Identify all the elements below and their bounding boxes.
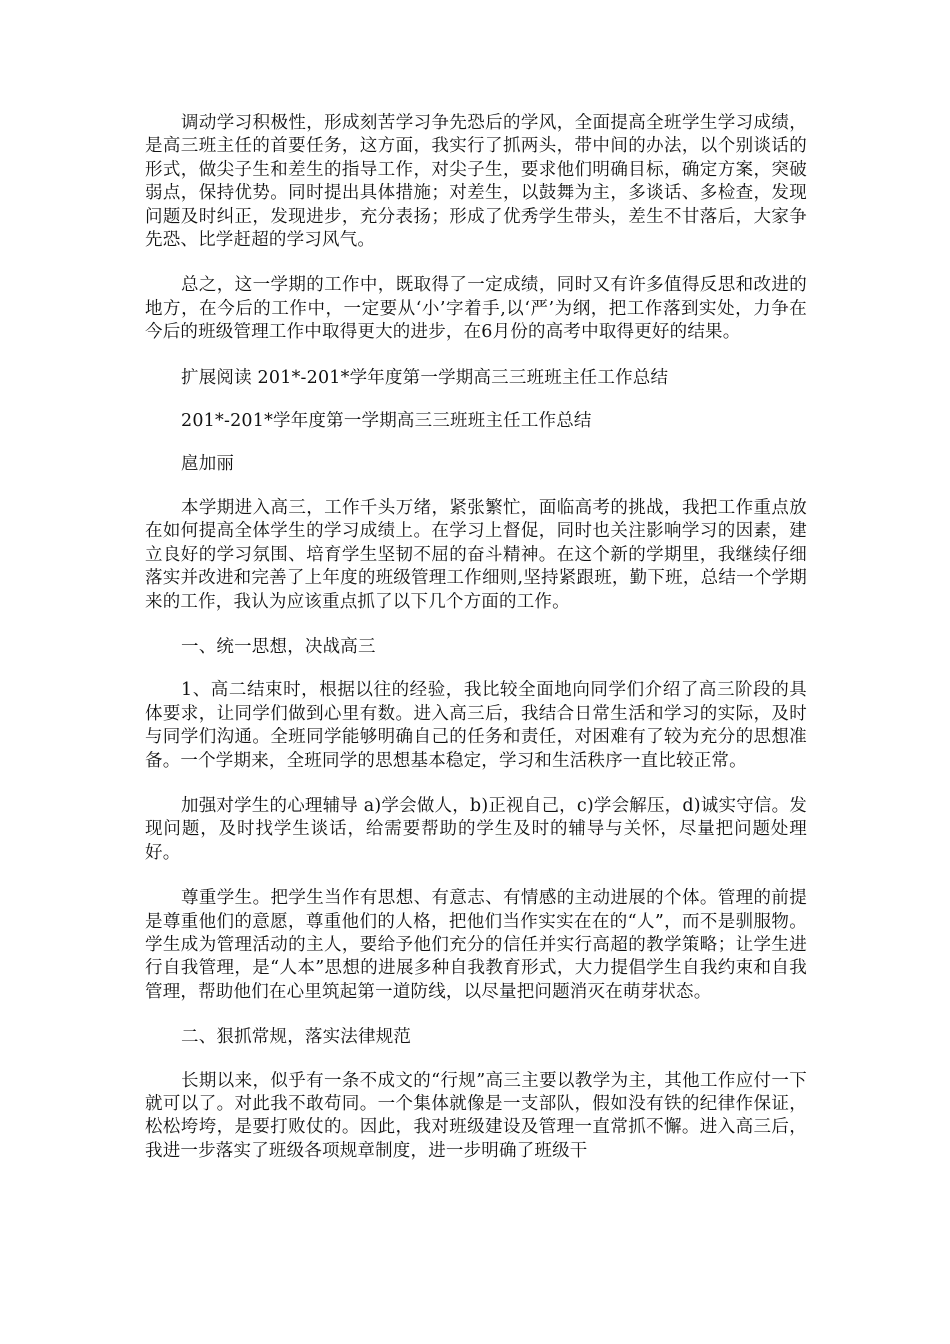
paragraph-study-motivation: 调动学习积极性，形成刻苦学习争先恐后的学风，全面提高全班学生学习成绩，是高三班主任的首要任务，这方面，我实行了抓两头，带中间的办法，以个别谈话的形式，做尖子生和差生的指导工作，对尖子生，要求他们明确目标，确定方案，突破弱点，保持优势。同时提出具体措施；对差生，以鼓舞为主，多谈话、多检查，发现问题及时纠正，发现进步，充分表扬；形成了优秀学生带头，差生不甘落后，大家争先恐、比学赶超的学习风气。 bbox=[145, 113, 807, 251]
section-heading-1: 一、统一思想，决战高三 bbox=[181, 636, 376, 657]
section-heading-2: 二、狠抓常规，落实法律规范 bbox=[181, 1027, 412, 1048]
paragraph-conclusion: 总之，这一学期的工作中，既取得了一定成绩，同时又有许多值得反思和改进的地方，在今后的工作中，一定要从‘小’字着手,以‘严’为纲，把工作落到实处，力争在今后的班级管理工作中取得更大的进步，在6月份的高考中取得更好的结果。 bbox=[145, 275, 807, 343]
paragraph-routine-management: 长期以来，似乎有一条不成文的“行规”高三主要以教学为主，其他工作应付一下就可以了。对此我不敢苟同。一个集体就像是一支部队，假如没有铁的纪律作保证，松松垮垮，是要打败仗的。因此，我对班级建设及管理一直常抓不懈。进入高三后，我进一步落实了班级各项规章制度，进一步明确了班级干 bbox=[145, 1070, 807, 1161]
paragraph-psychological-guidance: 加强对学生的心理辅导 a)学会做人，b)正视自己，c)学会解压，d)诚实守信。发现问题，及时找学生谈话，给需要帮助的学生及时的辅导与关怀，尽量把问题处理好。 bbox=[145, 795, 808, 863]
paragraph-respect-students: 尊重学生。把学生当作有思想、有意志、有情感的主动进展的个体。管理的前提是尊重他们的意愿，尊重他们的人格，把他们当作实实在在的“人”，而不是驯服物。学生成为管理活动的主人，要给予他们充分的信任并实行高超的教学策略；让学生进行自我管理，是“人本”思想的进展多种自我教育形式，大力提倡学生自我约束和自我管理，帮助他们在心里筑起第一道防线，以尽量把问题消灭在萌芽状态。 bbox=[145, 888, 807, 1002]
report-title: 201*-201*学年度第一学期高三三班班主任工作总结 bbox=[181, 411, 592, 432]
author-name: 扈加丽 bbox=[181, 454, 235, 475]
document-body bbox=[145, 112, 807, 1185]
extended-reading-title: 扩展阅读 201*-201*学年度第一学期高三三班班主任工作总结 bbox=[181, 367, 669, 388]
paragraph-introduction: 本学期进入高三，工作千头万绪，紧张繁忙，面临高考的挑战，我把工作重点放在如何提高全体学生的学习成绩上。在学习上督促，同时也关注影响学习的因素，建立良好的学习氛围、培育学生坚韧不屈的奋斗精神。在这个新的学期里，我继续仔细落实并改进和完善了上年度的班级管理工作细则,坚持紧跟班，勤下班，总结一个学期来的工作，我认为应该重点抓了以下几个方面的工作。 bbox=[145, 497, 807, 612]
paragraph-section-1-item-1: 1、高二结束时，根据以往的经验，我比较全面地向同学们介绍了高三阶段的具体要求，让同学们做到心里有数。进入高三后，我结合日常生活和学习的实际，及时与同学们沟通。全班同学能够明确自己的任务和责任，对困难有了较为充分的思想准备。一个学期来，全班同学的思想基本稳定，学习和生活秩序一直比较正常。 bbox=[145, 680, 807, 771]
